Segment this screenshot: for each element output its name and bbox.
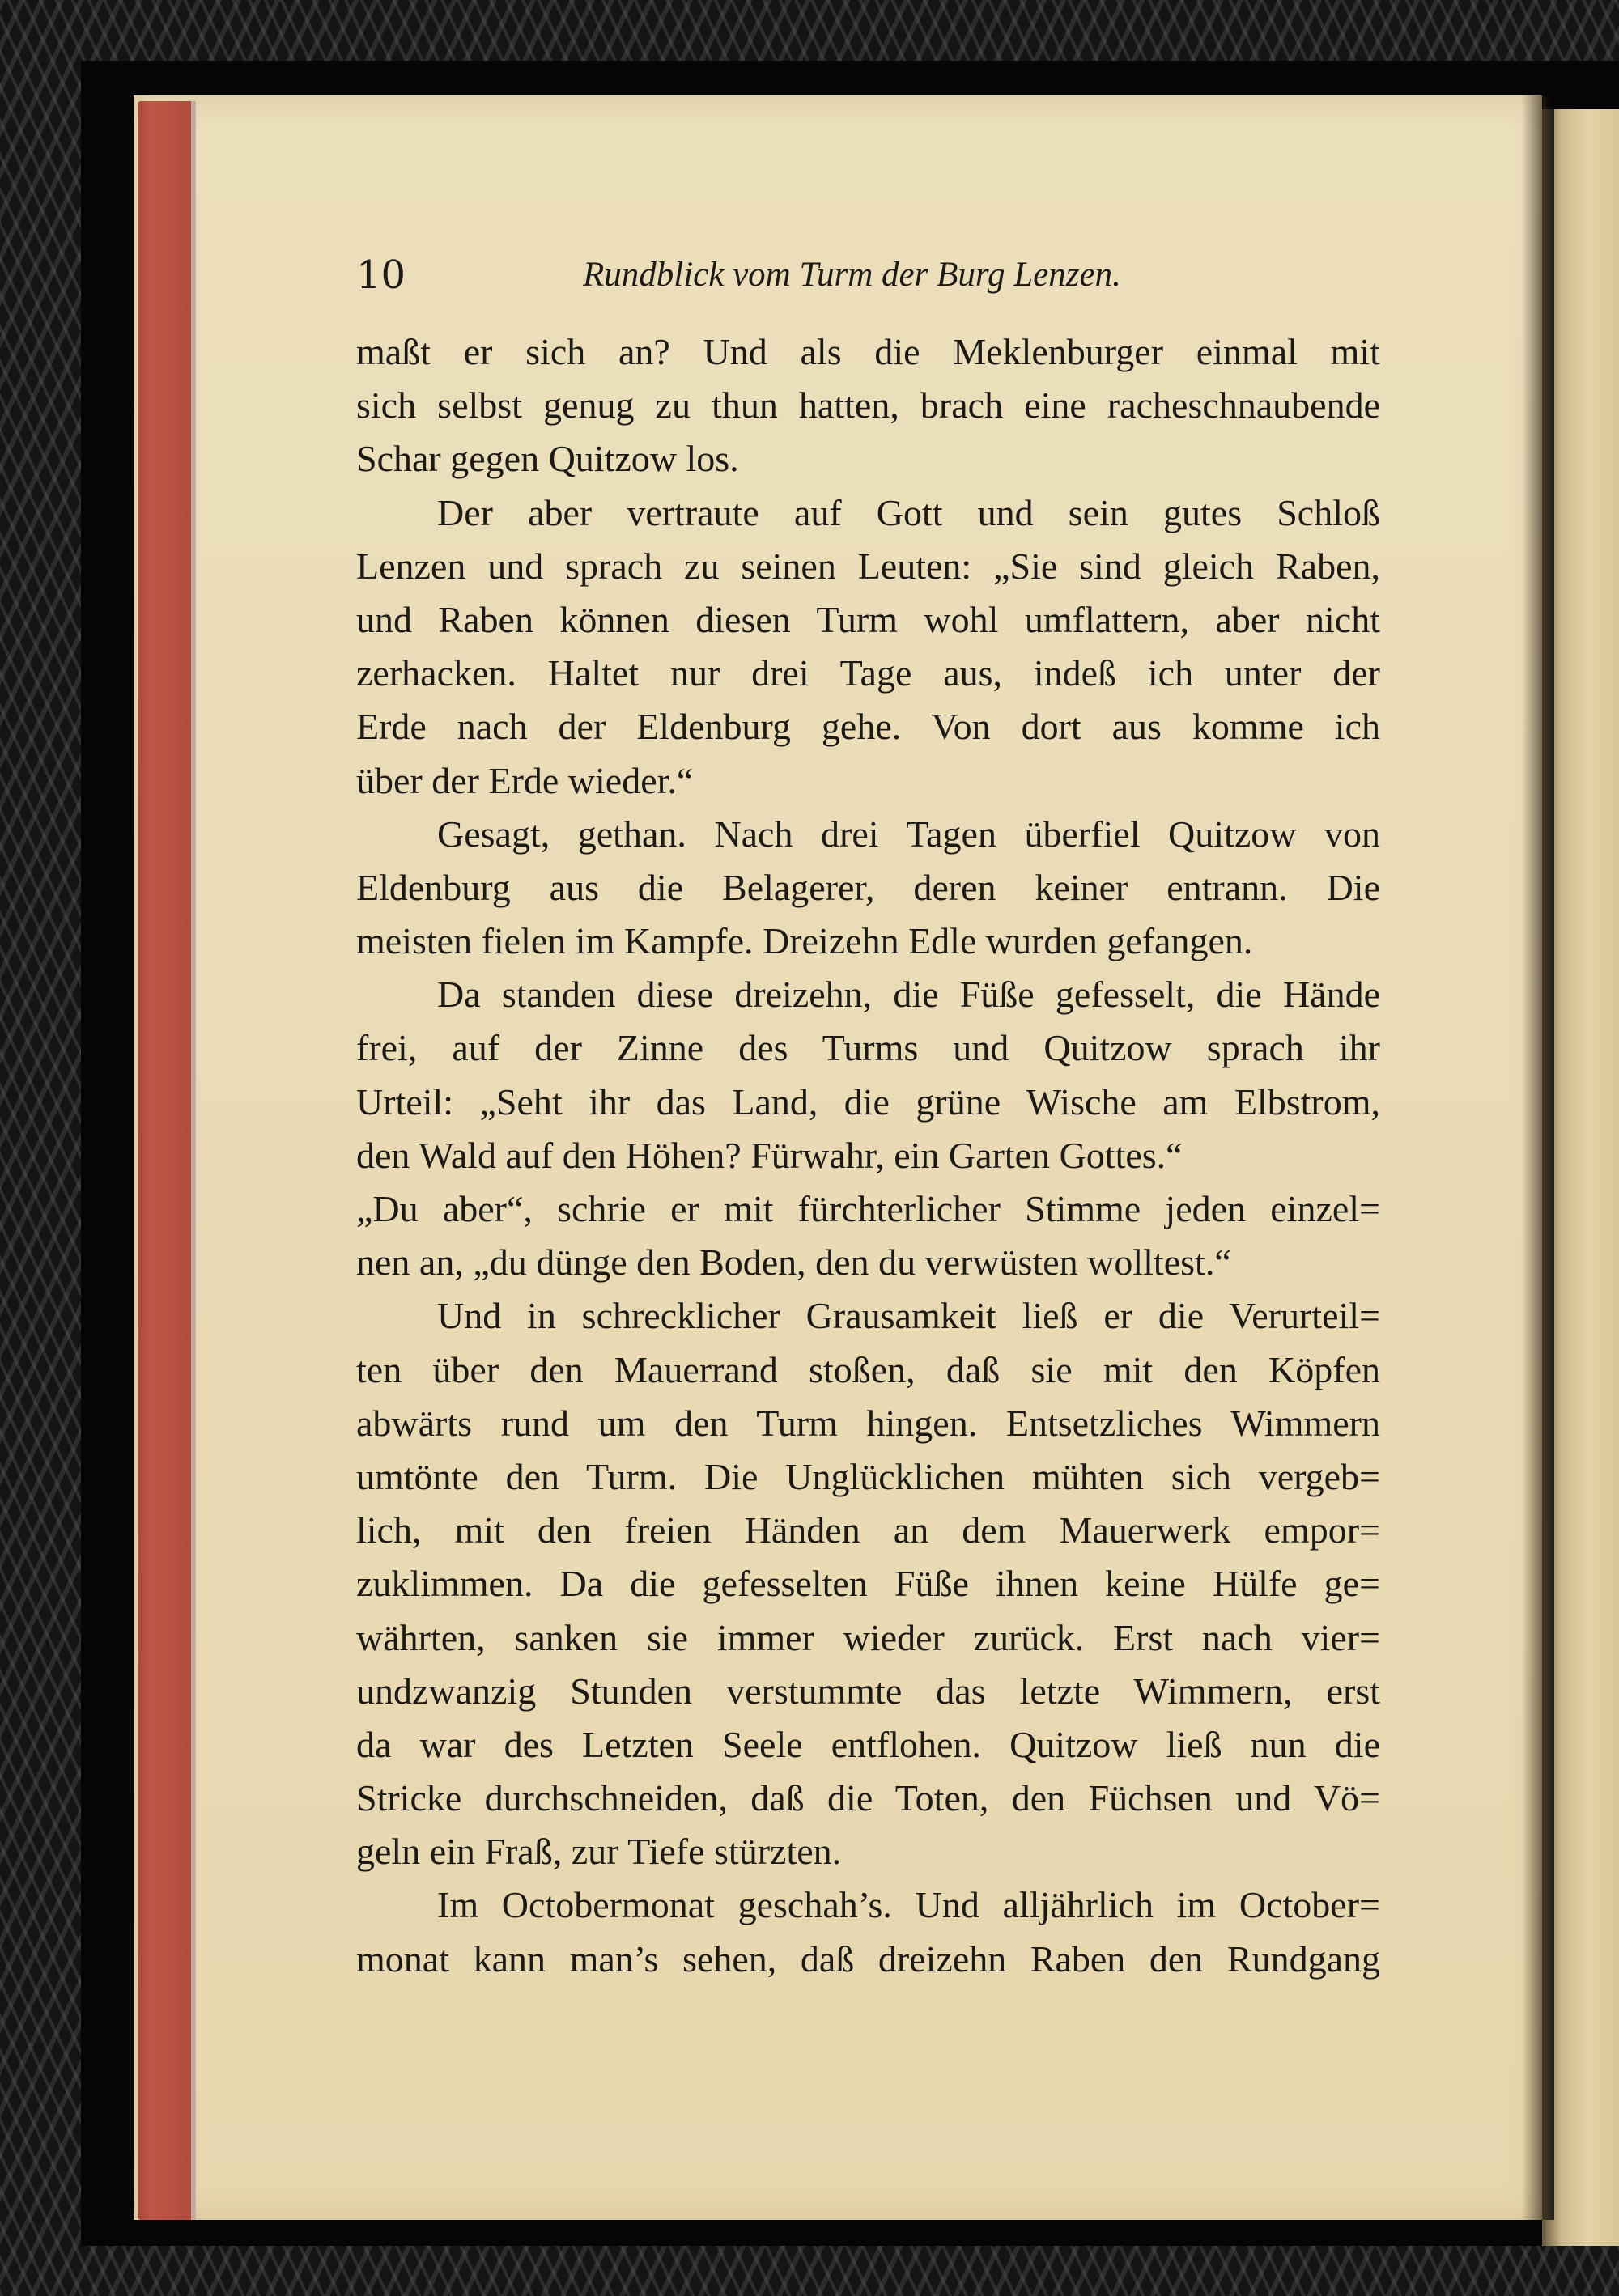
text-line: umtönte den Turm. Die Unglücklichen mühten sich vergeb= bbox=[356, 1455, 1380, 1497]
text-line: Und in schrecklicher Grausamkeit ließ er die Verurteil= bbox=[437, 1295, 1380, 1337]
text-line: Der aber vertraute auf Gott und sein gutes Schloß bbox=[437, 491, 1380, 533]
page-edge-line bbox=[191, 101, 196, 2220]
text-line: abwärts rund um den Turm hingen. Entsetzliches Wimmern bbox=[356, 1402, 1380, 1444]
page-header bbox=[356, 243, 1214, 308]
text-line: ten über den Mauerrand stoßen, daß sie mit den Köpfen bbox=[356, 1348, 1380, 1390]
text-line: und Raben können diesen Turm wohl umflattern, aber nicht bbox=[356, 598, 1380, 640]
text-line: Im Octobermonat geschah’s. Und alljährlich im October= bbox=[437, 1884, 1380, 1926]
text-line: Eldenburg aus die Belagerer, deren keiner entrann. Die bbox=[356, 866, 1380, 908]
red-page-edge bbox=[138, 101, 194, 2220]
text-line: Urteil: „Seht ihr das Land, die grüne Wische am Elbstrom, bbox=[356, 1080, 1380, 1123]
text-line: geln ein Fraß, zur Tiefe stürzten. bbox=[356, 1831, 842, 1873]
text-line: meisten fielen im Kampfe. Dreizehn Edle wurden gefangen. bbox=[356, 920, 1253, 962]
text-line: maßt er sich an? Und als die Meklenburger einmal mit bbox=[356, 331, 1380, 372]
page-number: 10 bbox=[356, 253, 406, 298]
text-line: über der Erde wieder.“ bbox=[356, 759, 694, 801]
text-line: da war des Letzten Seele entflohen. Quitzow ließ nun die bbox=[356, 1723, 1380, 1765]
text-line: Erde nach der Eldenburg gehe. Von dort aus komme ich bbox=[356, 706, 1380, 748]
running-title: Rundblick vom Turm der Burg Lenzen. bbox=[583, 256, 1121, 294]
text-line: sich selbst genug zu thun hatten, brach eine racheschnaubende bbox=[356, 384, 1380, 427]
text-line: frei, auf der Zinne des Turms und Quitzow sprach ihr bbox=[356, 1027, 1380, 1069]
text-line: zerhacken. Haltet nur drei Tage aus, indeß ich unter der bbox=[356, 652, 1380, 694]
page-body-text bbox=[356, 325, 1380, 1986]
text-line: Lenzen und sprach zu seinen Leuten: „Sie sind gleich Raben, bbox=[356, 545, 1380, 587]
text-line: zuklimmen. Da die gefesselten Füße ihnen keine Hülfe ge= bbox=[356, 1563, 1380, 1605]
text-line: Schar gegen Quitzow los. bbox=[356, 438, 739, 480]
text-line: „Du aber“, schrie er mit fürchterlicher Stimme jeden einzel= bbox=[356, 1188, 1380, 1229]
text-line: monat kann man’s sehen, daß dreizehn Raben den Rundgang bbox=[356, 1937, 1380, 1980]
text-line: den Wald auf den Höhen? Fürwahr, ein Garten Gottes.“ bbox=[356, 1134, 1183, 1176]
text-line: undzwanzig Stunden verstummte das letzte Wimmern, erst bbox=[356, 1670, 1380, 1712]
text-line: Stricke durchschneiden, daß die Toten, den Füchsen und Vö= bbox=[356, 1777, 1380, 1819]
text-line: nen an, „du dünge den Boden, den du verwüsten wolltest.“ bbox=[356, 1241, 1231, 1284]
book-gutter bbox=[1522, 95, 1554, 2220]
text-line: Gesagt, gethan. Nach drei Tagen überfiel Quitzow von bbox=[437, 813, 1380, 855]
text-line: währten, sanken sie immer wieder zurück. Erst nach vier= bbox=[356, 1616, 1380, 1658]
text-line: Da standen diese dreizehn, die Füße gefesselt, die Hände bbox=[437, 974, 1380, 1016]
text-line: lich, mit den freien Händen an dem Mauerwerk empor= bbox=[356, 1509, 1380, 1551]
